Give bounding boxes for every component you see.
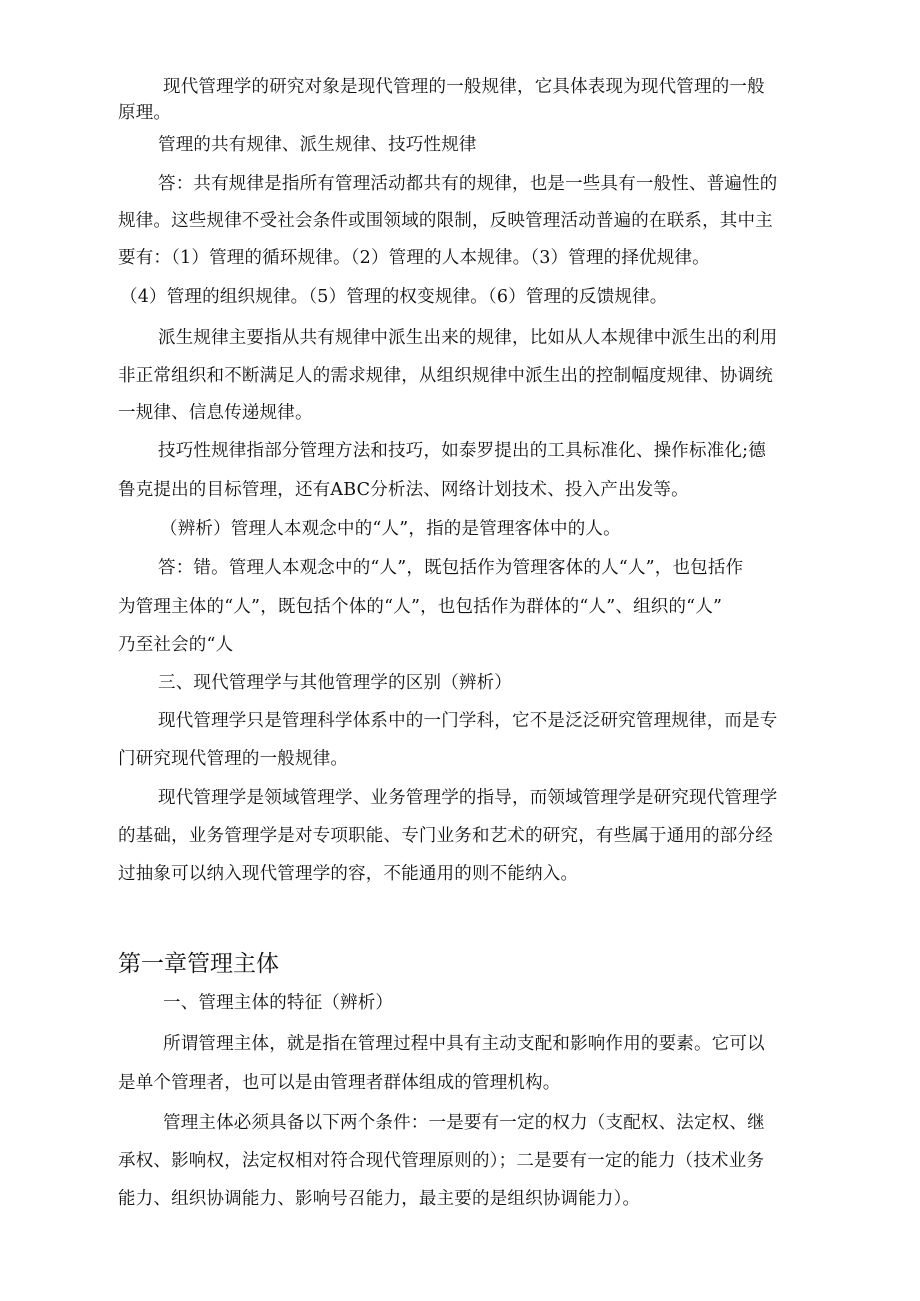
text-line: 乃至社会的“人 — [118, 635, 234, 655]
text-line: 一规律、信息传递规律。 — [118, 403, 313, 423]
text-line: （4）管理的组织规律。（5）管理的权变规律。（6）管理的反馈规律。 — [120, 287, 668, 307]
text-line: 为管理主体的“人”，既包括个体的“人”，也包括作为群体的“人”、组织的“人” — [118, 597, 723, 617]
text-line: 答：共有规律是指所有管理活动都共有的规律，也是一些具有一般性、普遍性的 — [158, 174, 778, 194]
text-line: 所谓管理主体，就是指在管理过程中具有主动支配和影响作用的要素。它可以 — [163, 1034, 765, 1054]
chapter-title: 第一章管理主体 — [118, 951, 279, 977]
text-line: 技巧性规律指部分管理方法和技巧，如泰罗提出的工具标准化、操作标准化;德 — [158, 441, 766, 461]
text-line: 原理。 — [118, 103, 172, 123]
text-line: 现代管理学只是管理科学体系中的一门学科，它不是泛泛研究管理规律，而是专 — [158, 711, 778, 731]
text-line: 管理主体必须具备以下两个条件：一是要有一定的权力（支配权、法定权、继 — [163, 1113, 765, 1133]
text-line: 管理的共有规律、派生规律、技巧性规律 — [158, 135, 477, 155]
text-line: 过抽象可以纳入现代管理学的容，不能通用的则不能纳入。 — [118, 864, 579, 884]
text-line: 派生规律主要指从共有规律中派生出来的规律，比如从人本规律中派生出的利用 — [158, 328, 778, 348]
text-line: 现代管理学是领域管理学、业务管理学的指导，而领域管理学是研究现代管理学 — [158, 788, 778, 808]
text-line: 非正常组织和不断满足人的需求规律，从组织规律中派生出的控制幅度规律、协调统 — [118, 366, 773, 386]
text-line: 答：错。管理人本观念中的“人”，既包括作为管理客体的人“人”，也包括作 — [158, 558, 744, 578]
text-line: 门研究现代管理的一般规律。 — [118, 749, 349, 769]
text-line: （辨析）管理人本观念中的“人”，指的是管理客体中的人。 — [160, 519, 621, 539]
text-line: 承权、影响权，法定权相对符合现代管理原则的）；二是要有一定的能力（技术业务 — [118, 1151, 765, 1171]
section-heading: 一、管理主体的特征（辨析） — [163, 993, 394, 1013]
text-line: 的基础，业务管理学是对专项职能、专门业务和艺术的研究，有些属于通用的部分经 — [118, 826, 773, 846]
text-line: 三、现代管理学与其他管理学的区别（辨析） — [158, 673, 512, 693]
text-line: 能力、组织协调能力、影响号召能力，最主要的是组织协调能力）。 — [118, 1189, 641, 1209]
text-line: 鲁克提出的目标管理，还有ABC分析法、网络计划技术、投入产出发等。 — [118, 480, 689, 500]
text-line: 规律。这些规律不受社会条件或围领域的限制，反映管理活动普遍的在联系，其中主 — [118, 211, 773, 231]
text-line: 是单个管理者，也可以是由管理者群体组成的管理机构。 — [118, 1073, 561, 1093]
text-line: 要有：（1）管理的循环规律。（2）管理的人本规律。（3）管理的择优规律。 — [118, 248, 710, 268]
text-line: 现代管理学的研究对象是现代管理的一般规律，它具体表现为现代管理的一般 — [163, 77, 765, 97]
